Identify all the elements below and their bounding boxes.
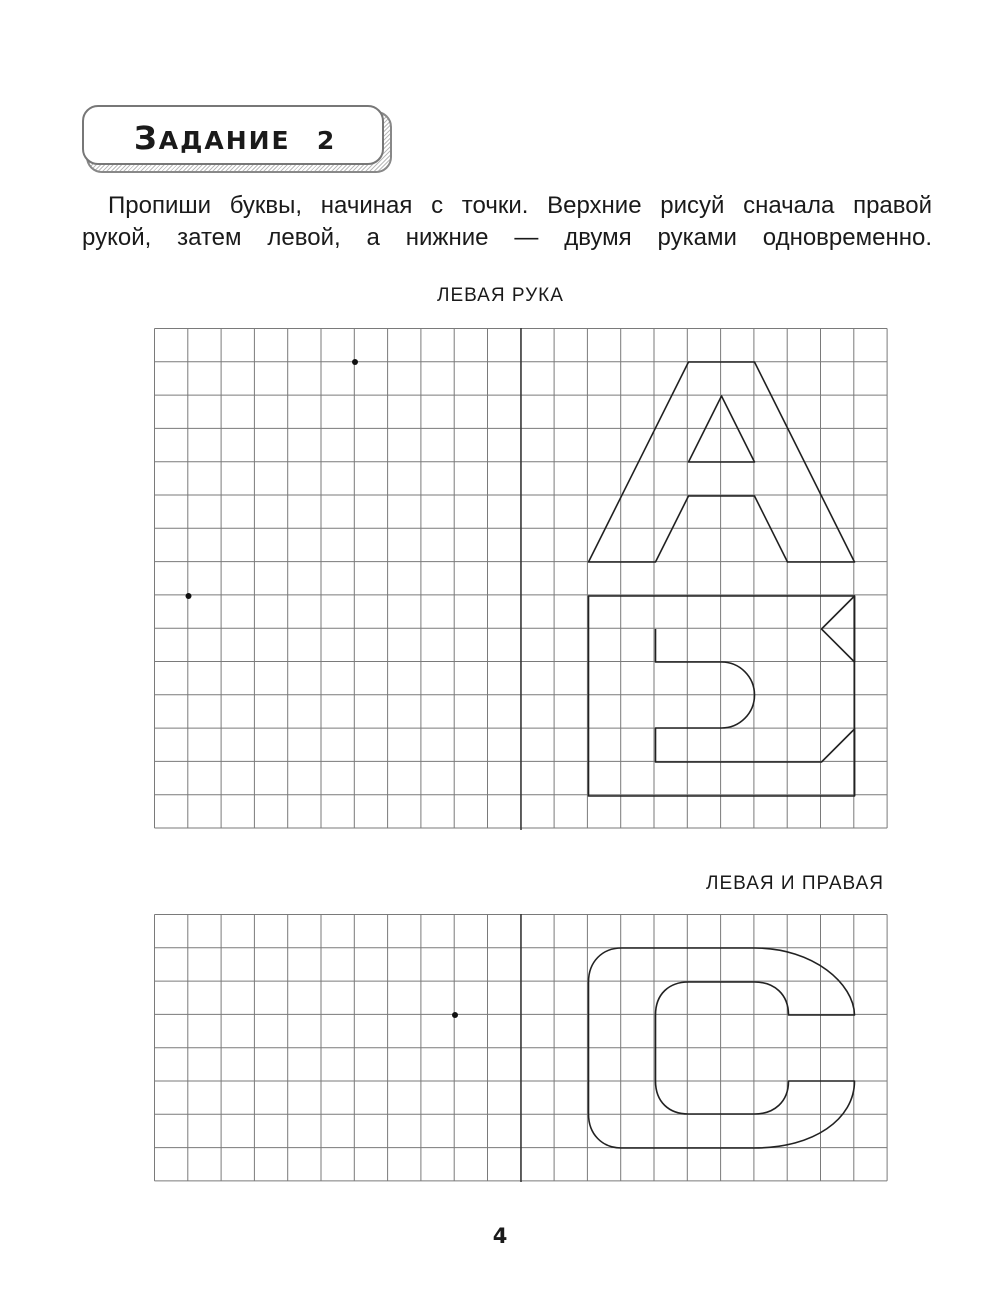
- letter-e-outer-path: [589, 596, 855, 796]
- task-title-initial: З: [134, 119, 159, 157]
- instruction-line-1: Пропиши буквы, начиная с точки. Верхние рисуй сначала правой: [108, 192, 932, 219]
- exercise-bottom-label: ЛЕВАЯ И ПРАВАЯ: [706, 873, 884, 894]
- title-badge-frame: [82, 105, 384, 165]
- start-dot-letter-e[interactable]: [186, 593, 192, 599]
- task-number: 2: [316, 126, 337, 155]
- instruction-line-2: рукой, затем левой, а нижние — двумя руками одновременно.: [82, 224, 932, 251]
- task-instruction: [82, 190, 932, 254]
- task-title-word: АДАНИЕ: [158, 126, 291, 155]
- letter-a-inner-triangle: [689, 396, 755, 462]
- page-number: 4: [492, 1224, 508, 1248]
- task-title: [134, 119, 336, 157]
- start-dot-letter-a[interactable]: [352, 359, 358, 365]
- exercise-top-grid: [154, 328, 888, 832]
- exercise-bottom-grid: [154, 914, 888, 1184]
- letter-e-inner-path: [656, 596, 855, 796]
- exercise-top-label: ЛЕВАЯ РУКА: [437, 285, 564, 306]
- task-title-badge: [82, 105, 390, 171]
- letter-e-outline: [589, 596, 855, 796]
- start-dot-letter-s[interactable]: [452, 1012, 458, 1018]
